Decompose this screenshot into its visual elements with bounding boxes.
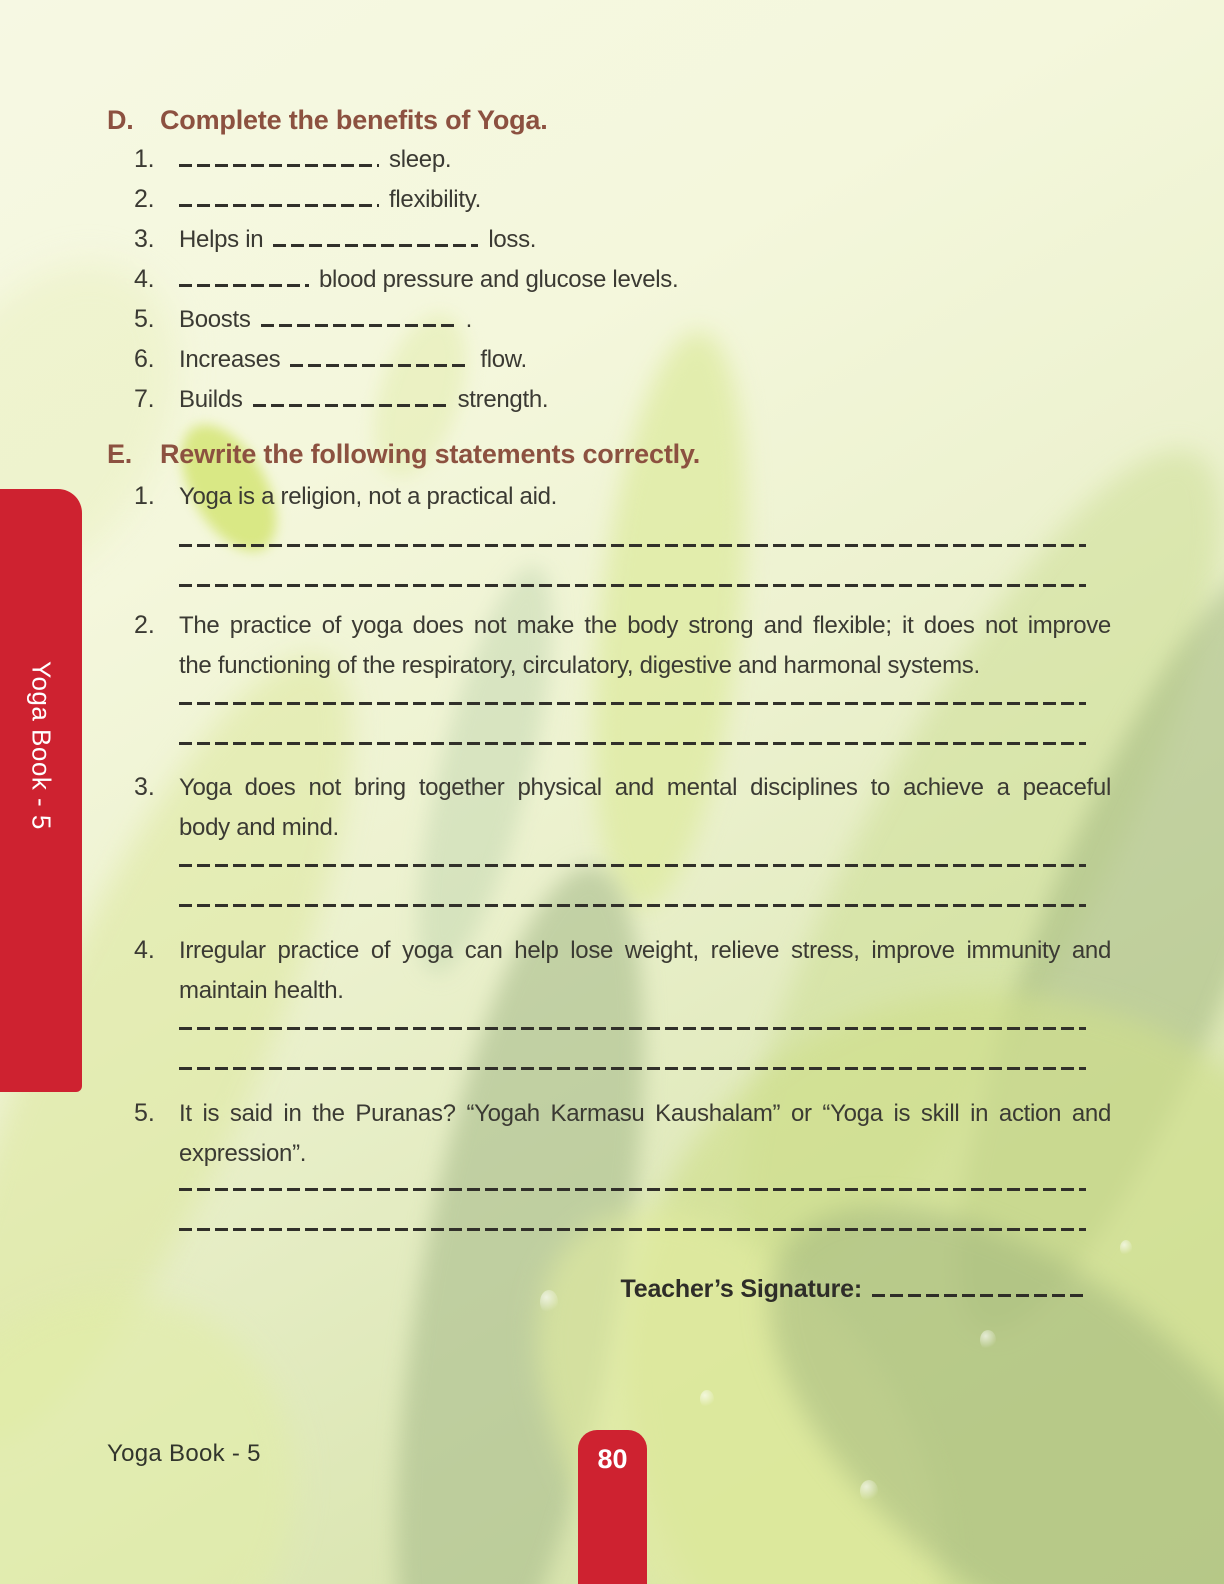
water-droplet: [1120, 1240, 1132, 1256]
fill-blank-item: [134, 185, 1117, 225]
answer-line: [179, 1228, 1086, 1231]
fill-blank-item: [134, 265, 1117, 305]
section-d-items: [134, 145, 1117, 425]
answer-line: [179, 1067, 1086, 1070]
side-tab: [0, 489, 82, 1092]
answer-lines: [179, 864, 1117, 907]
item-text-after-blank: sleep.: [389, 146, 452, 173]
item-text-after-blank: flexibility.: [389, 186, 481, 213]
page-number: 80: [597, 1444, 628, 1474]
section-e-letter: E.: [107, 439, 133, 469]
fill-blank-item: [134, 385, 1117, 425]
answer-line: [179, 584, 1086, 587]
item-number: 2.: [134, 185, 155, 213]
section-d-letter: D.: [107, 105, 134, 135]
rewrite-item: [134, 477, 1117, 587]
item-text-before-blank: Increases: [179, 346, 281, 373]
answer-lines: [179, 1188, 1117, 1231]
answer-line: [179, 742, 1086, 745]
side-tab-label: Yoga Book - 5: [26, 661, 57, 830]
section-d-heading: [107, 103, 1117, 137]
item-text-before-blank: Boosts: [179, 306, 251, 333]
section-e-items: [134, 477, 1117, 1231]
item-number: 3.: [134, 225, 155, 253]
item-number: 4.: [134, 265, 155, 293]
teacher-signature-label: Teacher’s Signature:: [620, 1275, 862, 1303]
answer-blank: [179, 163, 379, 167]
answer-line: [179, 1188, 1086, 1191]
teacher-signature-row: [107, 1275, 1117, 1304]
answer-line: [179, 864, 1086, 867]
item-number: 4.: [134, 936, 155, 964]
page-content: [107, 103, 1117, 1304]
answer-lines: [179, 1027, 1117, 1070]
item-number: 5.: [134, 305, 155, 333]
answer-line: [179, 544, 1086, 547]
answer-lines: [179, 702, 1117, 745]
item-number: 6.: [134, 345, 155, 373]
item-text-after-blank: blood pressure and glucose levels.: [319, 266, 679, 293]
fill-blank-item: [134, 345, 1117, 385]
footer-book-title: Yoga Book - 5: [107, 1440, 261, 1467]
item-number: 7.: [134, 385, 155, 413]
item-number: 1.: [134, 145, 155, 173]
answer-blank: [261, 323, 456, 327]
page-number-tab: [578, 1430, 647, 1584]
answer-line: [179, 1027, 1086, 1030]
rewrite-item: [134, 1094, 1117, 1231]
answer-lines: [179, 544, 1117, 587]
statement-text: Yoga is a religion, not a practical aid.: [179, 483, 558, 510]
answer-line: [179, 702, 1086, 705]
fill-blank-item: [134, 145, 1117, 185]
section-d-title: Complete the benefits of Yoga.: [160, 105, 548, 135]
item-text-after-blank: .: [465, 306, 472, 333]
item-text-after-blank: flow.: [480, 346, 527, 373]
statement-text: Yoga does not bring together physical and mental disciplines to achieve a peaceful body and mind.: [179, 774, 1111, 841]
rewrite-item: [134, 606, 1117, 745]
answer-line: [179, 904, 1086, 907]
answer-blank: [273, 243, 478, 247]
item-number: 2.: [134, 611, 155, 639]
teacher-signature-blank: [872, 1293, 1087, 1297]
item-number: 5.: [134, 1099, 155, 1127]
water-droplet: [860, 1480, 878, 1502]
item-text-after-blank: strength.: [457, 386, 549, 413]
item-text-before-blank: Builds: [179, 386, 243, 413]
item-number: 3.: [134, 773, 155, 801]
section-e-title: Rewrite the following statements correctly.: [160, 439, 701, 469]
water-droplet: [980, 1330, 996, 1350]
item-number: 1.: [134, 482, 155, 510]
water-droplet: [700, 1390, 714, 1408]
rewrite-item: [134, 931, 1117, 1070]
item-text-before-blank: Helps in: [179, 226, 264, 253]
fill-blank-item: [134, 225, 1117, 265]
fill-blank-item: [134, 305, 1117, 345]
answer-blank: [179, 203, 379, 207]
section-e-heading: [107, 437, 1117, 471]
answer-blank: [179, 283, 309, 287]
item-text-after-blank: loss.: [488, 226, 537, 253]
statement-text: Irregular practice of yoga can help lose weight, relieve stress, improve immunity and maintain health.: [179, 937, 1111, 1004]
rewrite-item: [134, 768, 1117, 907]
answer-blank: [290, 363, 470, 367]
answer-blank: [253, 403, 448, 407]
statement-text: The practice of yoga does not make the body strong and flexible; it does not improve the functioning of the respiratory, circulatory, digestive and harmonal systems.: [179, 612, 1111, 679]
statement-text: It is said in the Puranas? “Yogah Karmasu Kaushalam” or “Yoga is skill in action and expression”.: [179, 1100, 1111, 1167]
